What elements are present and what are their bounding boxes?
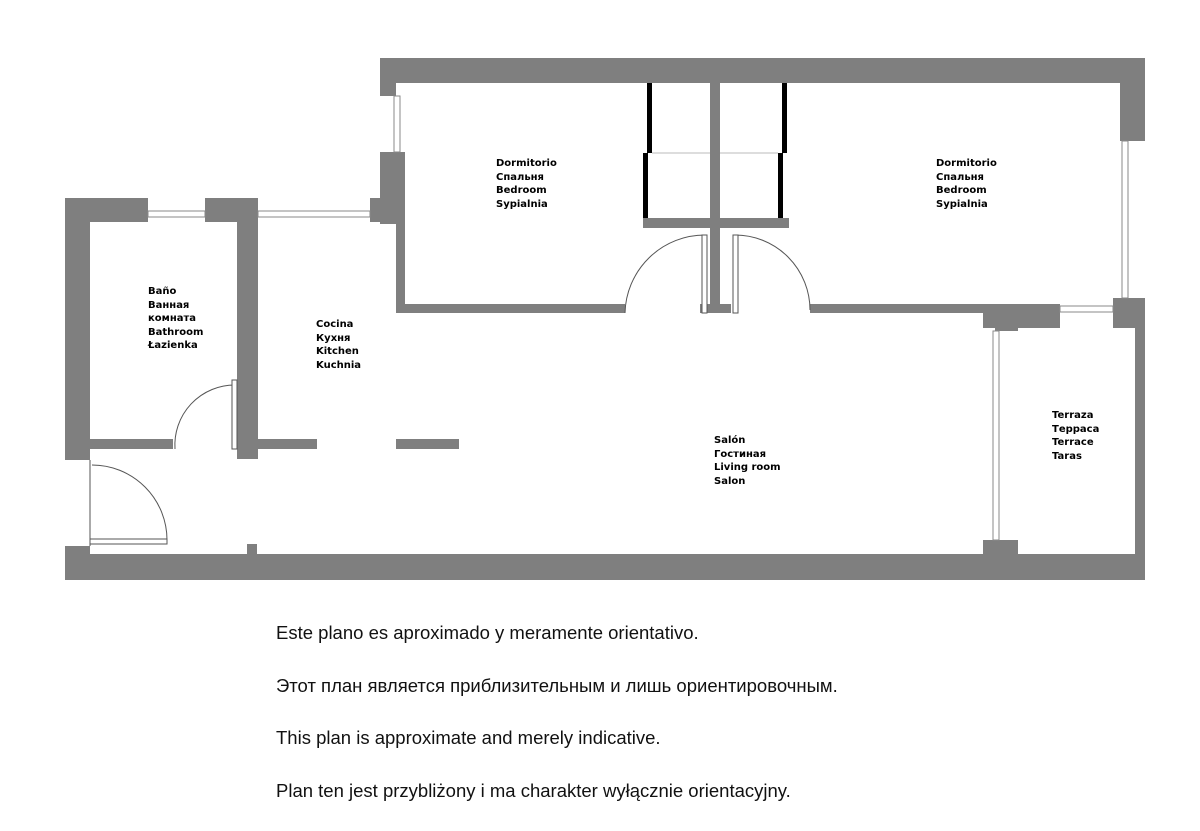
bedroom-south-wall-left — [396, 304, 625, 313]
wall-segment — [995, 313, 1018, 331]
disclaimer-ru: Этот план является приблизительным и лишь ориентировочным. — [276, 674, 838, 696]
label-line: Dormitorio — [496, 158, 557, 169]
bedroom-west-wall-lower — [396, 210, 405, 313]
door-swing — [175, 385, 235, 449]
label-line: Bedroom — [936, 185, 987, 196]
closet-partition — [643, 218, 789, 228]
label-line: Sypialnia — [936, 198, 988, 210]
wall-segment — [247, 544, 257, 556]
kitchen-south-wall — [241, 439, 317, 449]
label-line: Терраса — [1052, 423, 1100, 435]
top-wall — [380, 58, 1145, 83]
door-leaf — [232, 380, 237, 449]
label-line: Bedroom — [496, 185, 547, 196]
door-leaf — [90, 539, 167, 544]
door-leaf — [733, 235, 738, 313]
kitchen-east-stub — [396, 439, 459, 449]
label-line: Dormitorio — [936, 158, 997, 169]
wall-segment — [65, 546, 90, 558]
label-line: Taras — [1052, 450, 1082, 462]
terrace-door-window — [1060, 306, 1113, 312]
label-line: Спальня — [936, 171, 984, 183]
room-label-bedroom-right — [936, 157, 997, 211]
room-label-kitchen — [316, 318, 361, 372]
label-line: Łazienka — [148, 340, 198, 351]
wall-segment — [380, 58, 396, 96]
label-line: Living room — [714, 462, 781, 473]
bathroom-south-wall — [90, 439, 173, 449]
label-line: Salón — [714, 435, 746, 446]
label-line: Baño — [148, 286, 177, 297]
right-wall-upper — [1120, 58, 1145, 141]
disclaimer-es: Este plano es aproximado y meramente orientativo. — [276, 622, 699, 643]
wall-segment — [983, 304, 1060, 328]
terrace-glazing — [993, 331, 999, 540]
label-line: Salon — [714, 475, 746, 487]
closet-line — [643, 153, 648, 218]
closet-line — [647, 83, 652, 153]
closet-line — [778, 153, 783, 218]
label-line: Kitchen — [316, 346, 359, 357]
terrace-east-wall — [1135, 298, 1145, 580]
bedroom-west-window — [394, 96, 400, 152]
door-leaf — [702, 235, 707, 313]
room-label-terrace — [1052, 409, 1099, 463]
label-line: Terrace — [1052, 437, 1094, 448]
room-label-bathroom — [148, 285, 203, 353]
bathroom-window — [148, 211, 205, 217]
label-line: комната — [148, 313, 197, 324]
closet-line — [782, 83, 787, 153]
label-line: Кухня — [316, 332, 351, 344]
room-label-living-room — [714, 434, 781, 488]
wall-segment — [983, 540, 1018, 560]
label-line: Спальня — [496, 171, 544, 183]
doors — [90, 235, 810, 546]
central-partition — [710, 83, 720, 313]
bathroom-kitchen-partition — [237, 198, 258, 459]
label-line: Ванная — [148, 299, 190, 311]
door-swing — [92, 465, 167, 540]
bedroom-east-window — [1122, 141, 1128, 298]
label-line: Bathroom — [148, 326, 204, 338]
door-swing — [735, 235, 810, 310]
kitchen-window — [258, 211, 370, 217]
label-line: Cocina — [316, 319, 354, 330]
label-line: Kuchnia — [316, 359, 362, 371]
door-swing — [625, 235, 705, 313]
label-line: Гостиная — [714, 448, 767, 460]
room-label-bedroom-left — [496, 157, 557, 211]
disclaimer-pl: Plan ten jest przybliżony i ma charakter wyłącznie orientacyjny. — [276, 779, 791, 801]
walls — [65, 58, 1145, 580]
bathroom-west-wall — [65, 198, 90, 460]
label-line: Sypialnia — [496, 198, 548, 210]
label-line: Terraza — [1052, 410, 1094, 421]
disclaimer-en: This plan is approximate and merely indicative. — [276, 727, 661, 748]
wall-segment — [370, 198, 390, 222]
